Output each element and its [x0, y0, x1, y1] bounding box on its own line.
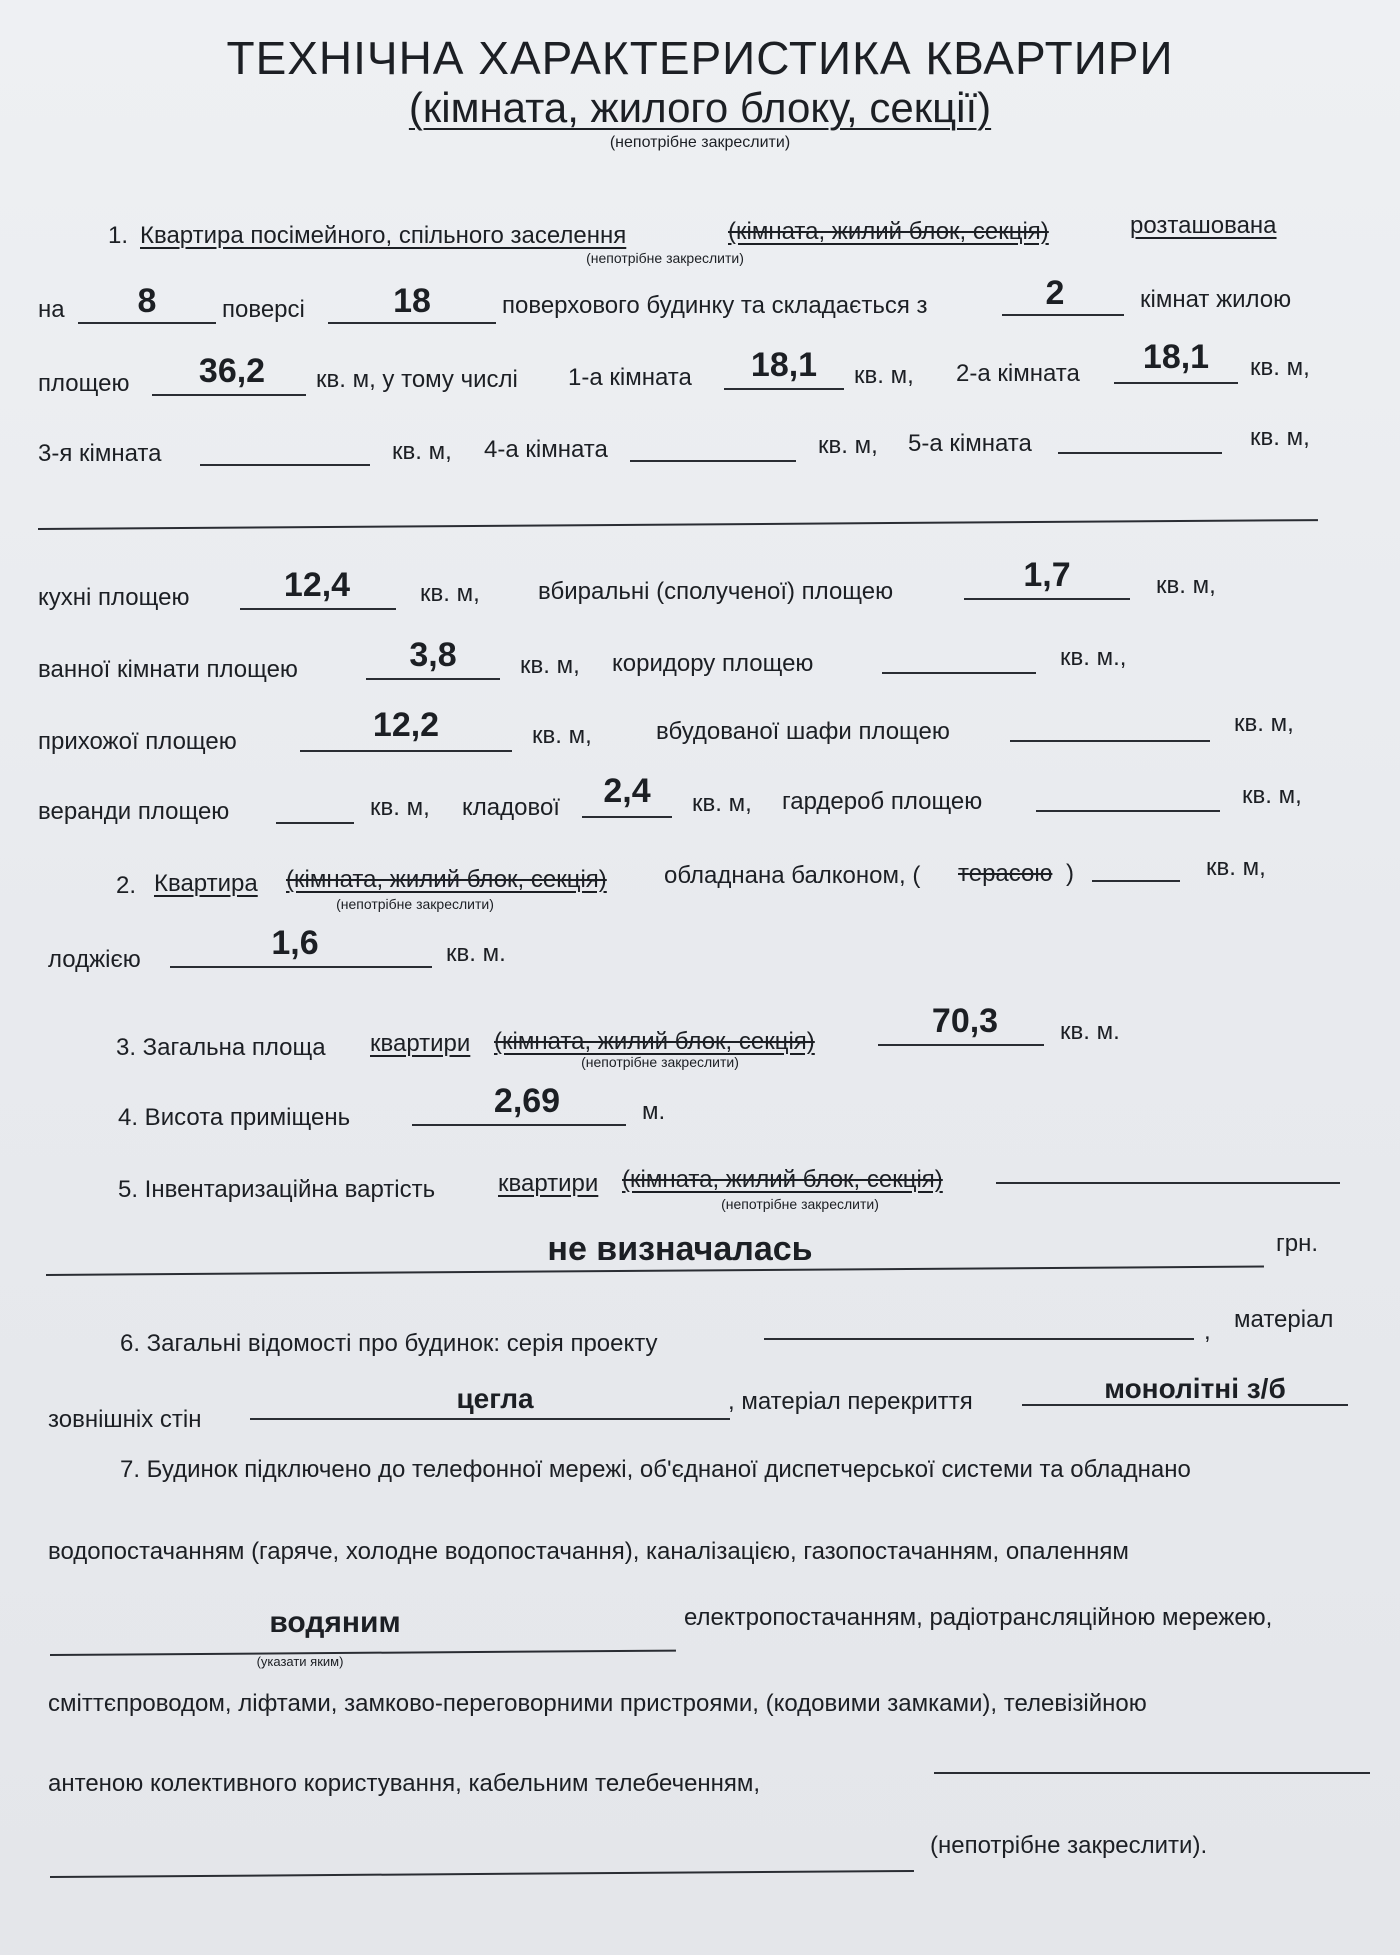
storage-value: 2,4: [603, 772, 651, 810]
kitchen-label: кухні площею: [38, 584, 190, 611]
closet-line: [1010, 740, 1210, 742]
s2-struck2: терасою: [958, 860, 1053, 887]
height-unit: м.: [642, 1098, 666, 1125]
s3-struck: (кімната, жилий блок, секція): [494, 1028, 815, 1055]
s7-line6-blank: [50, 1870, 914, 1878]
veranda-unit: кв. м,: [370, 794, 430, 821]
s1-building-text: поверхового будинку та складається з: [502, 292, 928, 319]
height-value: 2,69: [493, 1082, 561, 1120]
total-area-unit: кв. м.: [1060, 1018, 1120, 1045]
s2-struck: (кімната, жилий блок, секція): [286, 866, 607, 893]
document-subtitle: [0, 84, 1400, 132]
s1-struck-wrap: [728, 218, 1049, 246]
bath-unit: кв. м,: [520, 652, 580, 679]
total-area-value: 70,3: [931, 1002, 999, 1040]
area-label: площею: [38, 370, 130, 397]
s5-struck: (кімната, жилий блок, секція): [622, 1166, 943, 1193]
wc-line: [964, 598, 1130, 600]
s5-text-b: квартири: [498, 1170, 599, 1197]
subtitle-text: (кімната, жилого блоку, секції): [408, 84, 992, 131]
corridor-line: [882, 672, 1036, 674]
blank-full-line: [38, 519, 1318, 530]
room2-label: 2-а кімната: [956, 360, 1080, 387]
wc-unit: кв. м,: [1156, 572, 1216, 599]
s3-text-b: квартири: [370, 1030, 471, 1057]
s2-prefix: 2.: [116, 872, 137, 899]
s1-struck: (кімната, жилий блок, секція): [728, 218, 1049, 245]
s1-na: на: [38, 296, 65, 323]
value-unit: грн.: [1276, 1230, 1319, 1257]
loggia-value: 1,6: [271, 924, 319, 962]
storage-unit: кв. м,: [692, 790, 752, 817]
s1-poversi: поверсі: [222, 296, 305, 323]
room3-line: [200, 464, 370, 466]
s4-label: 4. Висота приміщень: [118, 1104, 351, 1131]
s2-note: (непотрібне закреслити): [336, 896, 494, 912]
s1-note: (непотрібне закреслити): [586, 250, 744, 266]
living-area-value: 36,2: [198, 352, 266, 390]
wardrobe-label: гардероб площею: [782, 788, 983, 815]
room2-unit: кв. м,: [1250, 354, 1310, 381]
room1-unit: кв. м,: [854, 362, 914, 389]
room3-label: 3-я кімната: [38, 440, 162, 467]
s7-line6-end: (непотрібне закреслити).: [930, 1832, 1208, 1859]
floor-line: [78, 322, 216, 324]
series-line: [764, 1338, 1194, 1340]
room1-line: [724, 388, 844, 390]
hall-label: прихожої площею: [38, 728, 237, 755]
loggia-label: лоджією: [48, 946, 141, 973]
s7-line4: сміттєпроводом, ліфтами, замково-переговорними пристроями, (кодовими замками), телевізійною: [48, 1690, 1147, 1717]
bath-label: ванної кімнати площею: [38, 656, 298, 683]
closet-label: вбудованої шафи площею: [656, 718, 950, 745]
room3-unit: кв. м,: [392, 438, 452, 465]
room4-label: 4-а кімната: [484, 436, 608, 463]
loggia-line: [170, 966, 432, 968]
bath-value: 3,8: [409, 636, 457, 674]
value-text: не визначалась: [547, 1230, 813, 1268]
height-line: [412, 1124, 626, 1126]
floor-value: 8: [137, 282, 157, 320]
wc-value: 1,7: [1023, 556, 1071, 594]
room4-line: [630, 460, 796, 462]
balcony-unit: кв. м,: [1206, 854, 1266, 881]
s7-line5-blank: [934, 1772, 1370, 1774]
floors-total-value: 18: [393, 282, 431, 320]
kitchen-line: [240, 608, 396, 610]
balcony-line: [1092, 880, 1180, 882]
kitchen-unit: кв. м,: [420, 580, 480, 607]
walls-line: [250, 1418, 730, 1420]
walls-label: зовнішніх стін: [48, 1406, 202, 1433]
rooms-line: [1002, 314, 1124, 316]
s6-material-label: матеріал: [1234, 1306, 1334, 1333]
corridor-label: коридору площею: [612, 650, 814, 677]
veranda-label: веранди площею: [38, 798, 230, 825]
storage-label: кладової: [462, 794, 560, 821]
kvm-incl: кв. м, у тому числі: [316, 366, 518, 393]
heating-note: (указати яким): [256, 1654, 344, 1669]
s6-text-a: 6. Загальні відомості про будинок: серія проекту: [120, 1330, 658, 1357]
s5-text-a: 5. Інвентаризаційна вартість: [118, 1176, 436, 1203]
s5-line-top: [996, 1182, 1340, 1184]
walls-value: цегла: [456, 1383, 534, 1414]
heating-value: водяним: [269, 1606, 401, 1639]
closet-unit: кв. м,: [1234, 710, 1294, 737]
storage-line: [582, 816, 672, 818]
loggia-unit: кв. м.: [446, 940, 506, 967]
rooms-value: 2: [1045, 274, 1065, 312]
s7-line5: антеною колективного користування, кабельним телебеченням,: [48, 1770, 761, 1797]
corridor-unit: кв. м.,: [1060, 644, 1127, 671]
room5-unit: кв. м,: [1250, 424, 1310, 451]
s2-text-a: Квартира: [154, 870, 258, 897]
bath-line: [366, 678, 500, 680]
room2-line: [1114, 382, 1238, 384]
wc-label: вбиральні (сполученої) площею: [538, 578, 894, 605]
s5-struck-wrap: [622, 1166, 943, 1194]
living-area-line: [152, 394, 306, 396]
s3-note: (непотрібне закреслити): [581, 1054, 739, 1070]
hall-value: 12,2: [372, 706, 440, 744]
s3-text-a: 3. Загальна площа: [116, 1034, 326, 1061]
s2-text-b: обладнана балконом, (: [664, 862, 921, 889]
s7-line3: електропостачанням, радіотрансляційною мережею,: [684, 1604, 1273, 1631]
kitchen-value: 12,4: [283, 566, 351, 604]
total-area-line: [878, 1044, 1044, 1046]
subtitle-note: (непотрібне закреслити): [609, 134, 791, 151]
s3-struck-wrap: [494, 1028, 815, 1056]
room1-value: 18,1: [750, 346, 818, 384]
wardrobe-line: [1036, 810, 1220, 812]
s1-text-b: розташована: [1130, 212, 1277, 239]
floors-value: монолітні з/б: [1104, 1373, 1286, 1404]
floors-total-line: [328, 322, 496, 324]
s6-comma: ,: [1204, 1318, 1211, 1345]
room5-line: [1058, 452, 1222, 454]
document-title: ТЕХНІЧНА ХАРАКТЕРИСТИКА КВАРТИРИ: [226, 32, 1174, 84]
room2-value: 18,1: [1142, 338, 1210, 376]
wardrobe-unit: кв. м,: [1242, 782, 1302, 809]
hall-line: [300, 750, 512, 752]
floors-label: , матеріал перекриття: [728, 1388, 973, 1415]
s7-line2: водопостачанням (гаряче, холодне водопостачання), каналізацією, газопостачанням, опаленням: [48, 1538, 1129, 1565]
room1-label: 1-а кімната: [568, 364, 692, 391]
s1-rooms-text: кімнат жилою: [1140, 286, 1292, 313]
s2-text-c: ): [1066, 860, 1074, 887]
hall-unit: кв. м,: [532, 722, 592, 749]
s5-note: (непотрібне закреслити): [721, 1196, 879, 1212]
veranda-line: [276, 822, 354, 824]
room5-label: 5-а кімната: [908, 430, 1032, 457]
room4-unit: кв. м,: [818, 432, 878, 459]
s7-line1: 7. Будинок підключено до телефонної мережі, об'єднаної диспетчерської системи та обладнано: [120, 1456, 1191, 1483]
s2-struck-wrap: [286, 866, 607, 894]
s1-prefix: 1.: [108, 222, 129, 249]
s1-text-a: Квартира посімейного, спільного заселення: [140, 222, 627, 249]
